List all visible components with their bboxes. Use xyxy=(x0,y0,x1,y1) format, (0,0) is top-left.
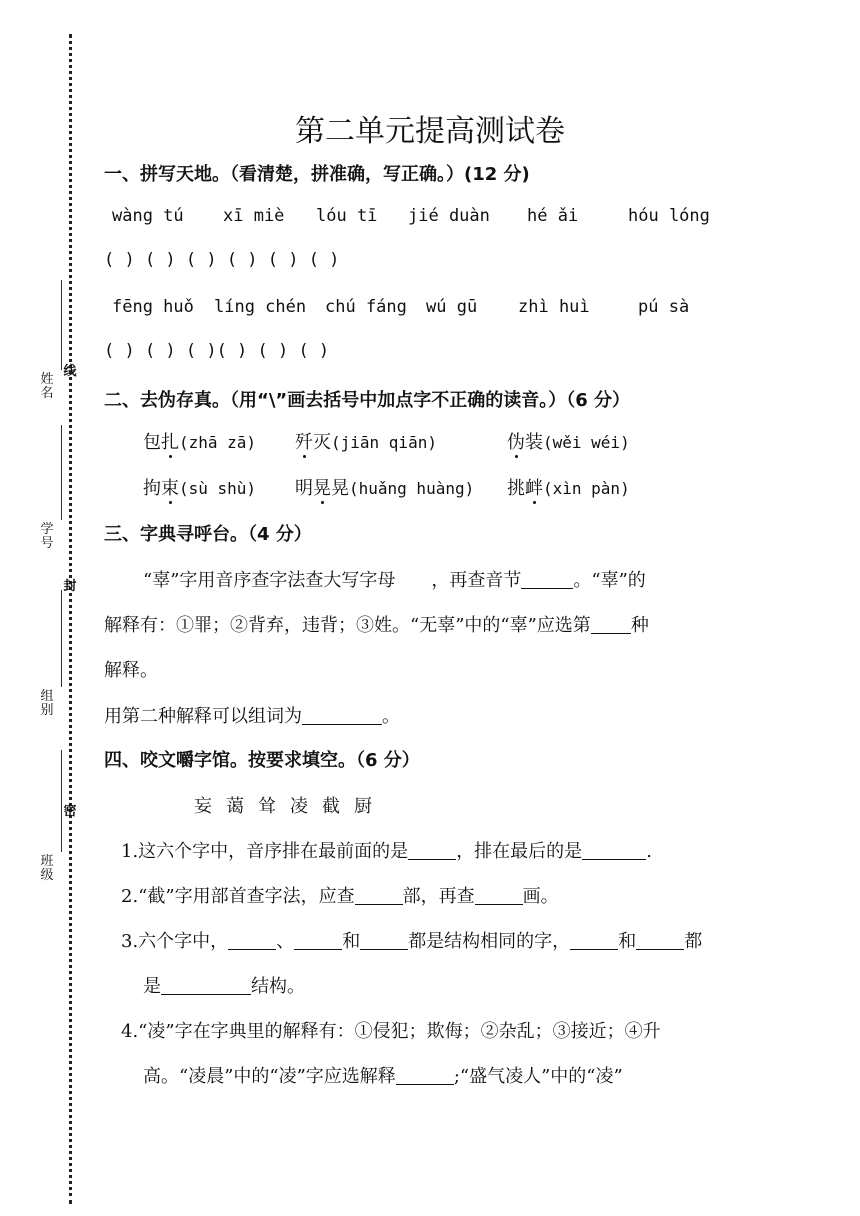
section3-line1 xyxy=(143,566,646,592)
pinyin-3: lóu tī xyxy=(316,206,378,226)
text-segment: ，再查音节 xyxy=(431,570,522,591)
dotted-char: 晃 xyxy=(313,474,331,500)
char-blank-c[interactable] xyxy=(360,931,408,950)
seal-mark-secret: 密 xyxy=(63,804,77,819)
pinyin-options: (xìn pàn) xyxy=(543,479,630,498)
name-label: 姓名 xyxy=(40,372,54,401)
pinyin-8: líng chén xyxy=(214,297,307,317)
group-blank[interactable] xyxy=(61,590,62,687)
text-segment: 部，再查 xyxy=(402,886,475,907)
section4-heading: 四、咬文嚼字馆。按要求填空。（6 分） xyxy=(104,750,420,771)
pinyin-4: jié duàn xyxy=(408,206,490,226)
character: 妄 xyxy=(194,796,212,817)
student-id-label: 学号 xyxy=(40,522,54,551)
dotted-char: 歼 xyxy=(295,428,313,454)
letter-blank[interactable] xyxy=(395,571,431,589)
question-3-cont xyxy=(143,972,305,998)
meaning-number-blank[interactable] xyxy=(591,615,631,634)
reading-item-5[interactable] xyxy=(295,474,474,500)
question-2 xyxy=(121,882,559,908)
text-segment: “辜”字用音序查字法查大写字母 xyxy=(143,570,396,591)
item-char: 包 xyxy=(143,432,161,453)
char-blank-e[interactable] xyxy=(636,931,684,950)
text-segment: 、 xyxy=(276,931,295,952)
text-segment: 都是结构相同的字， xyxy=(408,931,571,952)
pinyin-11: zhì huì xyxy=(518,297,590,317)
meaning-blank-1[interactable] xyxy=(396,1066,454,1085)
pinyin-10: wú gū xyxy=(426,297,478,317)
text-segment: 。 xyxy=(382,706,400,727)
character: 蔼 xyxy=(226,796,244,817)
text-segment: 高。“凌晨”中的“凌”字应选解释 xyxy=(143,1066,396,1087)
name-blank[interactable] xyxy=(61,280,62,370)
text-segment: 画。 xyxy=(522,886,559,907)
character: 凌 xyxy=(290,796,308,817)
item-char: 装 xyxy=(525,432,543,453)
class-blank[interactable] xyxy=(61,750,62,852)
first-char-blank[interactable] xyxy=(408,841,456,860)
character: 厨 xyxy=(354,796,372,817)
item-char: 灭 xyxy=(313,432,331,453)
character-list xyxy=(194,792,386,818)
char-blank-d[interactable] xyxy=(570,931,618,950)
seal-mark-line: 线 xyxy=(63,364,77,379)
pinyin-options: (jiān qiān) xyxy=(331,433,437,452)
item-char: 晃 xyxy=(331,478,349,499)
text-segment: 和 xyxy=(618,931,637,952)
student-id-blank[interactable] xyxy=(61,425,62,520)
answer-parens-row2[interactable]: ( ) ( ) ( )( ) ( ) ( ) xyxy=(104,341,330,361)
last-char-blank[interactable] xyxy=(582,841,646,860)
question-3 xyxy=(121,927,702,953)
dotted-char: 扎 xyxy=(161,428,179,454)
pinyin-12: pú sà xyxy=(638,297,690,317)
question-4: 4.“凌”字在字典里的解释有：①侵犯；欺侮；②杂乱；③接近；④升 xyxy=(121,1021,661,1042)
reading-item-2[interactable] xyxy=(295,428,437,454)
pinyin-options: (huǎng huàng) xyxy=(349,479,475,498)
text-segment: 种 xyxy=(630,615,649,636)
dotted-char: 伪 xyxy=(507,428,525,454)
text-segment: 2.“截”字用部首查字法，应查 xyxy=(121,886,355,907)
section3-line2 xyxy=(104,611,649,637)
reading-item-4[interactable] xyxy=(143,474,256,500)
section3-heading: 三、字典寻呼台。（4 分） xyxy=(104,524,312,545)
class-label: 班级 xyxy=(40,854,54,883)
text-segment: . xyxy=(646,841,652,862)
text-segment: 3.六个字中， xyxy=(121,931,229,952)
text-segment: 解释有：①罪；②背弃，违背；③姓。“无辜”中的“辜”应选第 xyxy=(104,615,591,636)
pinyin-1: wàng tú xyxy=(112,206,184,226)
binding-dotted-line xyxy=(69,34,72,1204)
text-segment: 1.这六个字中，音序排在最前面的是 xyxy=(121,841,409,862)
reading-item-1[interactable] xyxy=(143,428,256,454)
page-title: 第二单元提高测试卷 xyxy=(295,114,565,149)
char-blank-b[interactable] xyxy=(294,931,342,950)
answer-parens-row1[interactable]: ( ) ( ) ( ) ( ) ( ) ( ) xyxy=(104,250,340,270)
dotted-char: 衅 xyxy=(525,474,543,500)
pinyin-9: chú fáng xyxy=(325,297,407,317)
pinyin-2: xī miè xyxy=(223,206,285,226)
radical-blank[interactable] xyxy=(355,886,403,905)
item-char: 挑 xyxy=(507,478,525,499)
word-blank[interactable] xyxy=(302,706,382,725)
syllable-blank[interactable] xyxy=(521,570,573,589)
question-4-cont xyxy=(143,1062,623,1088)
character: 截 xyxy=(322,796,340,817)
dotted-char: 束 xyxy=(161,474,179,500)
text-segment: 都 xyxy=(684,931,703,952)
text-segment: ;“盛气凌人”中的“凌” xyxy=(453,1066,623,1087)
pinyin-options: (sù shù) xyxy=(179,479,257,498)
pinyin-7: fēng huǒ xyxy=(112,297,194,317)
text-segment: ，排在最后的是 xyxy=(456,841,583,862)
structure-blank[interactable] xyxy=(161,976,251,995)
text-segment: 是 xyxy=(143,976,161,997)
section2-heading: 二、去伪存真。（用“\”画去括号中加点字不正确的读音。）（6 分） xyxy=(104,390,631,411)
question-1 xyxy=(121,837,652,863)
stroke-count-blank[interactable] xyxy=(475,886,523,905)
text-segment: 用第二种解释可以组词为 xyxy=(104,706,302,727)
pinyin-options: (zhā zā) xyxy=(179,433,257,452)
character: 耸 xyxy=(258,796,276,817)
text-segment: 结构。 xyxy=(251,976,305,997)
section1-heading: 一、拼写天地。（看清楚，拼准确，写正确。）(12 分) xyxy=(104,164,530,185)
section3-line4 xyxy=(104,702,400,728)
pinyin-5: hé ǎi xyxy=(527,206,579,226)
text-segment: 。“辜”的 xyxy=(573,570,646,591)
text-segment: 和 xyxy=(342,931,361,952)
item-char: 拘 xyxy=(143,478,161,499)
reading-item-6[interactable] xyxy=(507,474,630,500)
section3-line3: 解释。 xyxy=(104,660,158,681)
char-blank-a[interactable] xyxy=(228,931,276,950)
item-char: 明 xyxy=(295,478,313,499)
pinyin-options: (wěi wéi) xyxy=(543,433,630,452)
pinyin-6: hóu lóng xyxy=(628,206,710,226)
seal-mark-seal: 封 xyxy=(63,579,77,594)
group-label: 组别 xyxy=(40,689,54,718)
reading-item-3[interactable] xyxy=(507,428,630,454)
